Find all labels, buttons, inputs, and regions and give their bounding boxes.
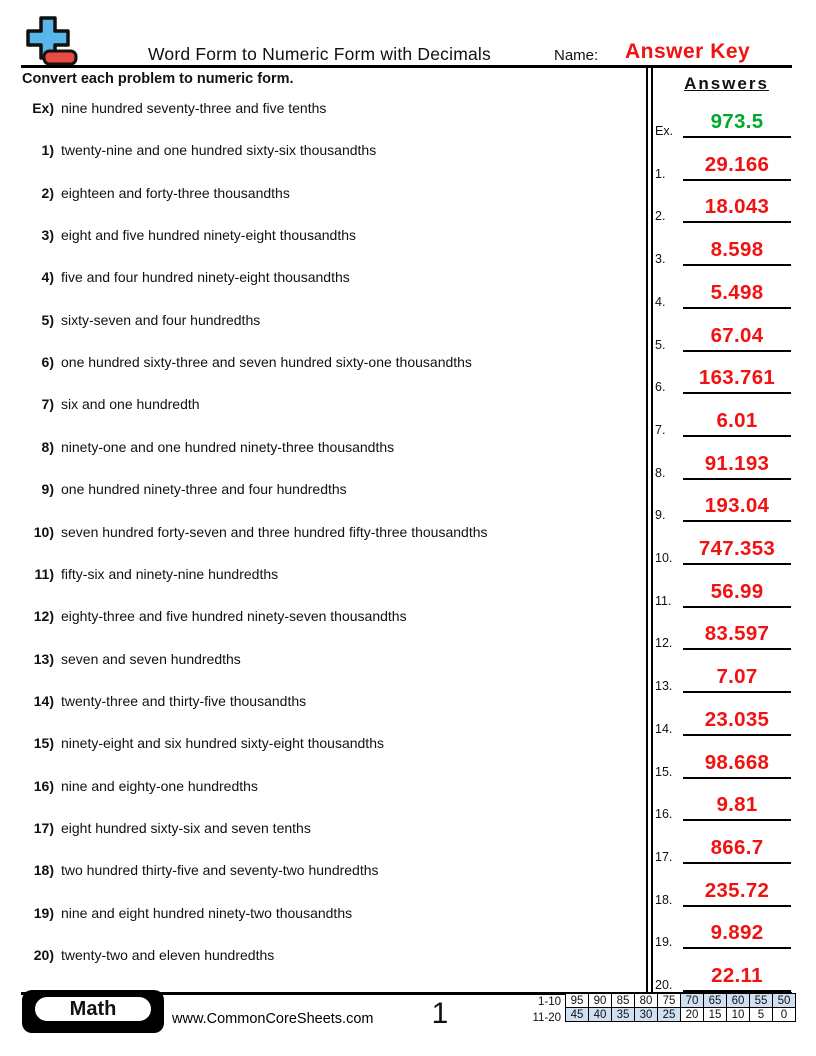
website-text: www.CommonCoreSheets.com — [172, 1011, 374, 1027]
problem-number: 9) — [41, 481, 54, 498]
answer-number-label: 1. — [655, 166, 666, 181]
answer-row — [653, 915, 793, 949]
answer-row — [653, 104, 793, 138]
answer-number-label: 17. — [655, 849, 673, 864]
answer-number-label: 8. — [655, 465, 666, 480]
problem-number: 6) — [41, 354, 54, 371]
score-cell: 45 — [566, 1008, 589, 1022]
answer-value: 9.892 — [710, 921, 764, 945]
problem-number: 1) — [41, 142, 54, 159]
problem-number: 13) — [33, 650, 54, 667]
problem-number: 7) — [41, 396, 54, 413]
problem-number: 15) — [33, 735, 54, 752]
answer-row — [653, 232, 793, 266]
answer-number-label: 15. — [655, 764, 673, 779]
answer-number-label: 11. — [655, 593, 672, 608]
answer-line — [683, 110, 791, 138]
answer-row — [653, 745, 793, 779]
answer-number-label: 2. — [655, 209, 666, 224]
answer-number-label: 4. — [655, 294, 666, 309]
page-title: Word Form to Numeric Form with Decimals — [148, 44, 491, 64]
answer-value: 6.01 — [716, 408, 758, 432]
subject-badge — [22, 990, 164, 1033]
answer-line — [683, 494, 791, 522]
problem-number: 19) — [33, 904, 54, 921]
answer-value: 747.353 — [698, 537, 776, 560]
answer-number-label: 10. — [655, 551, 673, 565]
score-cell: 15 — [704, 1008, 727, 1022]
answer-value: 56.99 — [710, 579, 764, 603]
answer-number-label: 20. — [655, 978, 673, 992]
problem-text: nine and eighty-one hundredths — [61, 777, 258, 794]
answer-value: 83.597 — [704, 622, 770, 646]
score-cell: 75 — [658, 994, 681, 1008]
answer-row — [653, 446, 793, 480]
answer-line — [683, 751, 791, 779]
answer-line — [683, 238, 791, 266]
answer-line — [683, 921, 791, 949]
problem-text: one hundred sixty-three and seven hundred sixty-one thousandths — [61, 354, 472, 371]
answer-line — [683, 580, 791, 608]
answer-value: 9.81 — [716, 793, 758, 817]
problem-text: eighteen and forty-three thousandths — [61, 184, 290, 201]
score-cell: 30 — [635, 1008, 658, 1022]
answer-row — [653, 147, 793, 181]
answer-number-label: Ex. — [655, 124, 674, 138]
score-cell: 80 — [635, 994, 658, 1008]
problem-number: 3) — [41, 227, 54, 244]
answer-row — [653, 360, 793, 394]
score-table-row — [566, 1008, 796, 1022]
problem-text: seven and seven hundredths — [61, 650, 241, 667]
score-cell: 85 — [612, 994, 635, 1008]
answer-line — [683, 452, 791, 480]
answers-heading: Answers — [684, 74, 769, 93]
answer-number-label: 14. — [655, 721, 673, 736]
problem-text: nine and eight hundred ninety-two thousandths — [61, 904, 353, 921]
answer-row — [653, 616, 793, 650]
score-range-label-2: 11-20 — [532, 1012, 561, 1024]
answer-line — [683, 281, 791, 309]
instruction-text: Convert each problem to numeric form. — [22, 71, 294, 87]
answer-value: 8.598 — [710, 238, 764, 262]
answer-line — [683, 622, 791, 650]
answer-value: 29.166 — [704, 152, 770, 176]
answer-number-label: 16. — [655, 807, 673, 822]
score-cell: 70 — [681, 994, 704, 1008]
problem-number: 5) — [41, 311, 54, 328]
problem-text: eight and five hundred ninety-eight thousandths — [61, 227, 356, 244]
problem-text: fifty-six and ninety-nine hundredths — [61, 565, 279, 582]
score-cell: 55 — [750, 994, 773, 1008]
problem-text: five and four hundred ninety-eight thousandths — [61, 269, 350, 286]
answer-line — [683, 836, 791, 864]
problem-number: 8) — [41, 438, 54, 455]
name-label: Name: — [554, 47, 599, 64]
answer-number-label: 19. — [655, 935, 673, 950]
problem-number: 14) — [33, 692, 54, 709]
answer-value: 23.035 — [704, 707, 770, 731]
answer-row — [653, 189, 793, 223]
problem-text: nine hundred seventy-three and five tenths — [61, 100, 327, 116]
answer-line — [683, 964, 791, 992]
answer-value: 5.498 — [710, 280, 764, 304]
answer-row — [653, 403, 793, 437]
subject-label: Math — [32, 994, 154, 1024]
problem-text: two hundred thirty-five and seventy-two hundredths — [61, 862, 379, 879]
score-cell: 20 — [681, 1008, 704, 1022]
problem-text: ninety-eight and six hundred sixty-eight thousandths — [61, 735, 384, 752]
problem-number: 17) — [33, 819, 54, 836]
problem-text: twenty-three and thirty-five thousandths — [61, 692, 307, 709]
answer-key-text: Answer Key — [625, 40, 751, 63]
answer-value: 235.72 — [704, 878, 770, 902]
answer-row — [653, 873, 793, 907]
answer-number-label: 18. — [655, 892, 673, 907]
problem-text: seven hundred forty-seven and three hundred fifty-three thousandths — [61, 523, 488, 540]
problem-text: eighty-three and five hundred ninety-seven thousandths — [61, 608, 407, 625]
problem-number: Ex) — [32, 100, 54, 116]
score-cell: 60 — [727, 994, 750, 1008]
answer-value: 193.04 — [704, 494, 770, 518]
problem-text: ninety-one and one hundred ninety-three thousandths — [61, 438, 395, 455]
answer-line — [683, 708, 791, 736]
answer-line — [683, 537, 791, 565]
answer-row — [653, 958, 793, 992]
answer-row — [653, 830, 793, 864]
answer-value: 973.5 — [710, 110, 764, 133]
problem-number: 2) — [41, 184, 54, 201]
score-cell: 25 — [658, 1008, 681, 1022]
answer-value: 18.043 — [704, 195, 770, 219]
answer-row — [653, 702, 793, 736]
answer-number-label: 3. — [655, 252, 666, 267]
problem-number: 12) — [33, 608, 54, 625]
problem-number: 4) — [41, 269, 54, 286]
answer-line — [683, 324, 791, 352]
answer-row — [653, 659, 793, 693]
score-cell: 65 — [704, 994, 727, 1008]
answer-line — [683, 879, 791, 907]
answer-number-label: 9. — [655, 508, 666, 523]
score-cell: 0 — [773, 1008, 796, 1022]
answer-value: 866.7 — [710, 835, 764, 859]
answer-value: 67.04 — [710, 323, 764, 347]
answer-number-label: 7. — [655, 422, 666, 437]
answer-line — [683, 153, 791, 181]
answer-value: 98.668 — [704, 750, 770, 774]
answer-row — [653, 275, 793, 309]
answer-row — [653, 488, 793, 522]
answer-value: 22.11 — [711, 964, 763, 987]
answer-number-label: 5. — [655, 337, 666, 352]
problem-number: 16) — [33, 777, 54, 794]
score-table-row — [566, 994, 796, 1008]
answer-number-label: 6. — [655, 380, 666, 395]
problem-text: one hundred ninety-three and four hundredths — [61, 481, 347, 498]
score-cell: 95 — [566, 994, 589, 1008]
problem-text: six and one hundredth — [61, 396, 200, 413]
answer-value: 163.761 — [698, 366, 776, 390]
answer-number-label: 13. — [655, 679, 673, 694]
problem-number: 11) — [34, 565, 54, 582]
score-cell: 40 — [589, 1008, 612, 1022]
answer-line — [683, 665, 791, 693]
score-table — [565, 993, 796, 1022]
answer-value: 91.193 — [704, 451, 770, 475]
problem-number: 20) — [33, 947, 54, 963]
answer-line — [683, 366, 791, 394]
score-range-label-1: 1-10 — [537, 996, 561, 1008]
problem-text: twenty-two and eleven hundredths — [61, 947, 275, 963]
problem-text: twenty-nine and one hundred sixty-six thousandths — [61, 142, 377, 159]
answer-row — [653, 574, 793, 608]
answer-line — [683, 409, 791, 437]
score-cell: 5 — [750, 1008, 773, 1022]
page-number: 1 — [431, 997, 449, 1030]
score-cell: 35 — [612, 1008, 635, 1022]
answer-line — [683, 195, 791, 223]
answer-number-label: 12. — [655, 636, 673, 651]
answer-row — [653, 318, 793, 352]
problem-text: sixty-seven and four hundredths — [61, 311, 261, 328]
answer-value: 7.07 — [716, 665, 758, 689]
score-cell: 50 — [773, 994, 796, 1008]
problem-text: eight hundred sixty-six and seven tenths — [61, 819, 311, 836]
answer-row — [653, 531, 793, 565]
problem-number: 10) — [33, 523, 54, 540]
answer-line — [683, 793, 791, 821]
answer-row — [653, 787, 793, 821]
score-cell: 10 — [727, 1008, 750, 1022]
score-cell: 90 — [589, 994, 612, 1008]
problem-number: 18) — [33, 862, 54, 879]
